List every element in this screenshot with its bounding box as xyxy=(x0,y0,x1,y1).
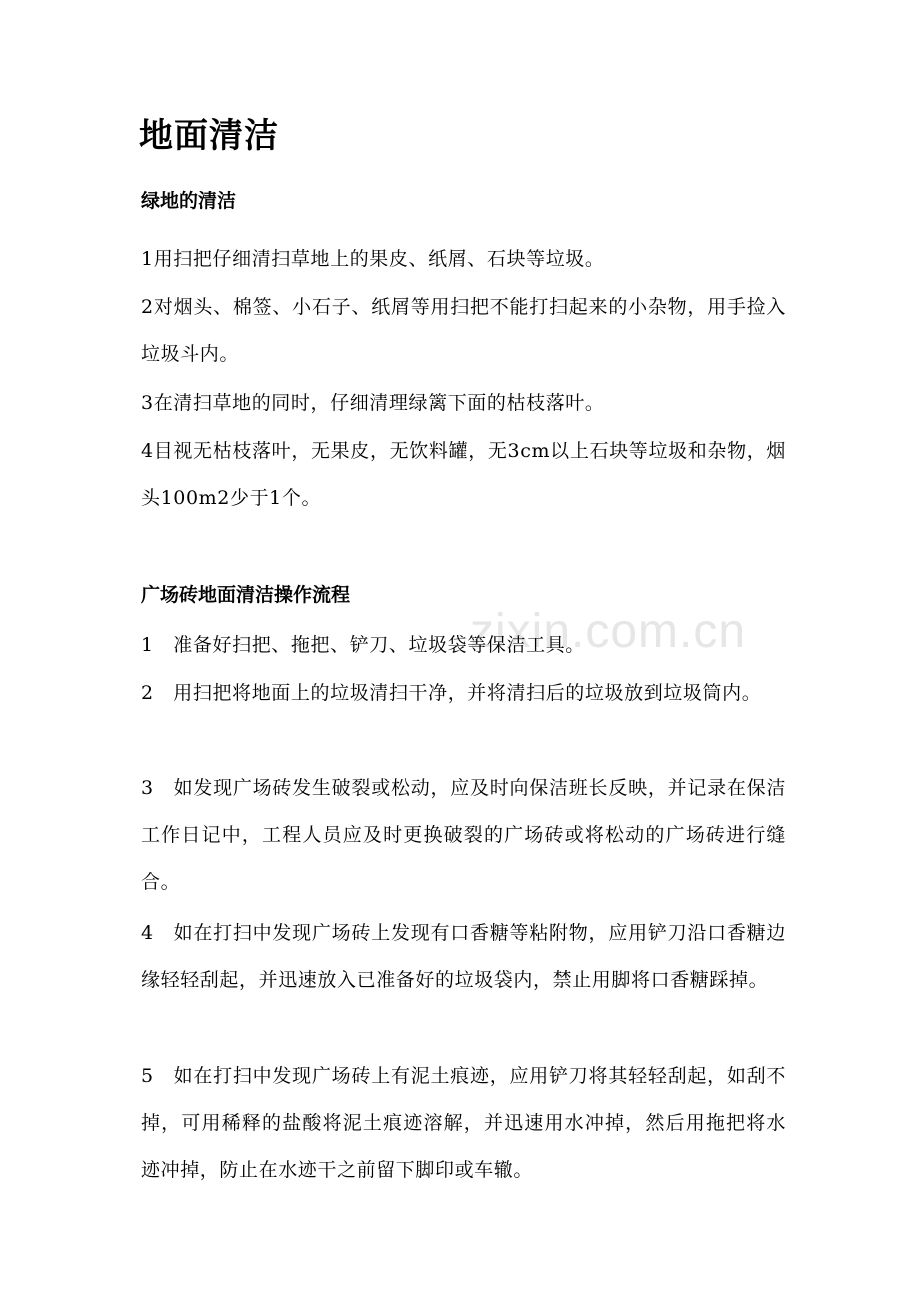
greenland-paragraph-4: 4目视无枯枝落叶，无果皮，无饮料罐，无3cm以上石块等垃圾和杂物，烟头100m2少于1个。 xyxy=(141,440,786,509)
greenland-paragraph-3: 3在清扫草地的同时，仔细清理绿篱下面的枯枝落叶。 xyxy=(141,392,605,414)
greenland-paragraph-2: 2对烟头、棉签、小石子、纸屑等用扫把不能打扫起来的小杂物，用手捡入垃圾斗内。 xyxy=(141,296,786,365)
plaza-step-2: 2 用扫把将地面上的垃圾清扫干净，并将清扫后的垃圾放到垃圾筒内。 xyxy=(141,682,762,704)
greenland-paragraph-1: 1用扫把仔细清扫草地上的果皮、纸屑、石块等垃圾。 xyxy=(141,248,605,270)
plaza-step-1: 1 准备好扫把、拖把、铲刀、垃圾袋等保洁工具。 xyxy=(141,634,585,656)
page-title: 地面清洁 xyxy=(139,116,279,156)
watermark: zixin.com.cn xyxy=(470,605,747,658)
section-heading-greenland: 绿地的清洁 xyxy=(141,190,237,212)
plaza-step-5: 5 如在打扫中发现广场砖上有泥土痕迹，应用铲刀将其轻轻刮起，如刮不掉，可用稀释的盐酸将泥土痕迹溶解，并迅速用水冲掉，然后用拖把将水迹冲掉，防止在水迹干之前留下脚印或车辙。 xyxy=(141,1065,786,1181)
plaza-step-3: 3 如发现广场砖发生破裂或松动，应及时向保洁班长反映，并记录在保洁工作日记中，工程人员应及时更换破裂的广场砖或将松动的广场砖进行缝合。 xyxy=(141,777,786,893)
section-heading-plaza-brick: 广场砖地面清洁操作流程 xyxy=(141,584,351,606)
plaza-step-4: 4 如在打扫中发现广场砖上发现有口香糖等粘附物，应用铲刀沿口香糖边缘轻轻刮起，并迅速放入已准备好的垃圾袋内，禁止用脚将口香糖踩掉。 xyxy=(141,922,786,991)
